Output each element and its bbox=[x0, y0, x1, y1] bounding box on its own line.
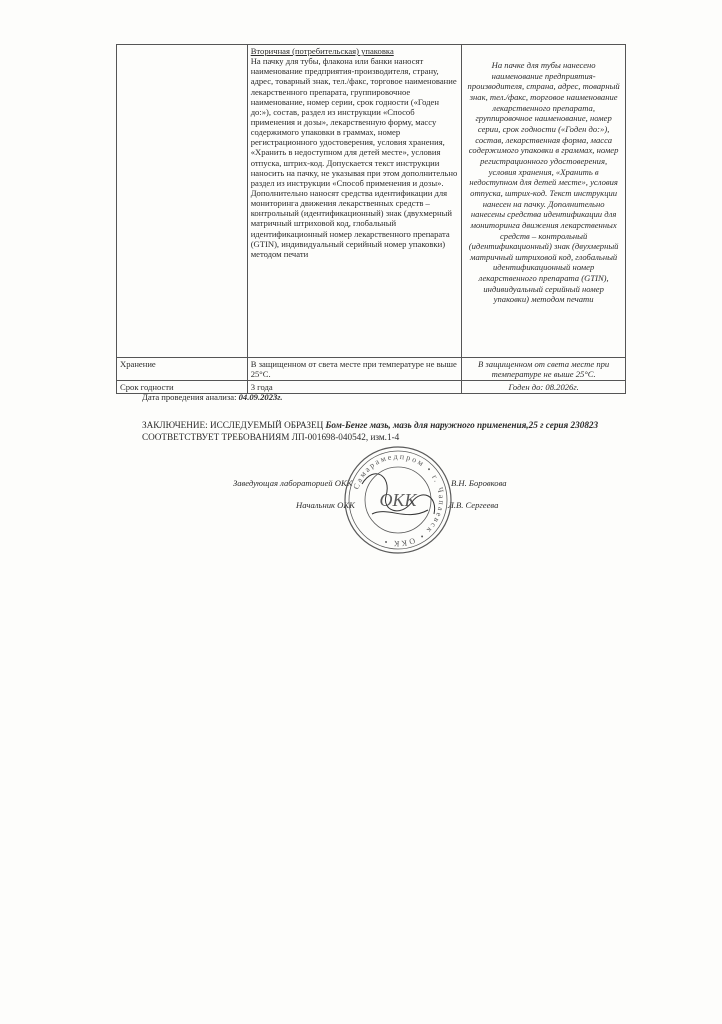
packaging-result-cell bbox=[462, 45, 626, 358]
shelf-label: Срок годности bbox=[117, 381, 248, 394]
signatory-name: В.Н. Боровкова bbox=[451, 478, 507, 488]
round-stamp bbox=[342, 444, 454, 556]
storage-label: Хранение bbox=[117, 358, 248, 381]
packaging-result: На пачке для тубы нанесено наименование предприятия-производителя, страна, адрес, товарный знак, тел./факс, торговое наименование лекарственного препарата, группировочное наименование, номер серии, срок годности («Годен до:»), состав, лекарственная форма, масса содержимого упаковки в граммах, номер регистрационного удостоверения, условия хранения, «Хранить в недоступном для детей месте», условия отпуска, штрих-код. Текст инструкции нанесен на пачку. Дополнительно нанесены средства идентификации для мониторинга движения лекарственных средств – контрольный (идентификационный) знак (двухмерный матричный штриховой код, глобальный идентификационный номер лекарственного препарата (GTIN), индивидуальный серийный номер упаковки) методом печати bbox=[467, 60, 620, 305]
packaging-title: Вторичная (потребительская) упаковка bbox=[250, 46, 394, 56]
analysis-date-line bbox=[142, 392, 283, 402]
conclusion-product: Бом-Бенге мазь, мазь для наружного применения,25 г серия 230823 bbox=[325, 420, 599, 430]
packaging-requirement: На пачку для тубы, флакона или банки наносят наименование предприятия-производителя, страну, адрес, товарный знак, тел./факс, торговое наименование лекарственного препарата, группировочное наименование, номер серии, срок годности («Годен до:»), состав, раздел из инструкции «Способ применения и дозы», лекарственную форму, массу содержимого упаковки в граммах, номер регистрационного удостоверения, условия хранения, «Хранить в недоступном для детей месте», условия отпуска, штрих-код. Допускается текст инструкции наносить на пачку, не указывая при этом дополнительно раздел из инструкции «Способ применения и дозы». Дополнительно наносят средства идентификации для мониторинга движения лекарственных средств – контрольный (идентификационный) знак (двухмерный матричный штриховой код, глобальный идентификационный номер лекарственного препарата (GTIN), индивидуальный серийный номер упаковки) методом печати bbox=[250, 56, 458, 259]
table-row bbox=[117, 358, 626, 381]
signature-line-head-lab bbox=[233, 478, 507, 488]
conclusion bbox=[142, 420, 604, 444]
row-label-empty bbox=[117, 45, 248, 358]
svg-text:ОКК: ОКК bbox=[379, 490, 417, 510]
analysis-date-value: 04.09.2023г. bbox=[238, 392, 283, 402]
analysis-date-label: Дата проведения анализа: bbox=[142, 392, 237, 402]
shelf-result: Годен до: 08.2026г. bbox=[462, 381, 626, 394]
packaging-requirement-cell bbox=[247, 45, 462, 358]
signatory-title: Заведующая лабораторией ОКК bbox=[233, 478, 353, 488]
signatory-name: Л.В. Сергеева bbox=[448, 500, 499, 510]
specification-table bbox=[116, 44, 626, 394]
storage-requirement: В защищенном от света месте при температуре не выше 25°С. bbox=[247, 358, 462, 381]
storage-result: В защищенном от света месте при температуре не выше 25°С. bbox=[462, 358, 626, 381]
svg-text:Самарамедпром • г. Чапаевск •: Самарамедпром • г. Чапаевск • ОКК • bbox=[351, 451, 447, 549]
table-row bbox=[117, 45, 626, 358]
conclusion-prefix: ЗАКЛЮЧЕНИЕ: ИССЛЕДУЕМЫЙ ОБРАЗЕЦ bbox=[142, 420, 324, 430]
conclusion-suffix: СООТВЕТСТВУЕТ ТРЕБОВАНИЯМ ЛП-001698-040542, изм.1-4 bbox=[142, 431, 400, 442]
shelf-requirement: 3 года bbox=[247, 381, 462, 394]
signatory-title: Начальник ОКК bbox=[296, 500, 355, 510]
